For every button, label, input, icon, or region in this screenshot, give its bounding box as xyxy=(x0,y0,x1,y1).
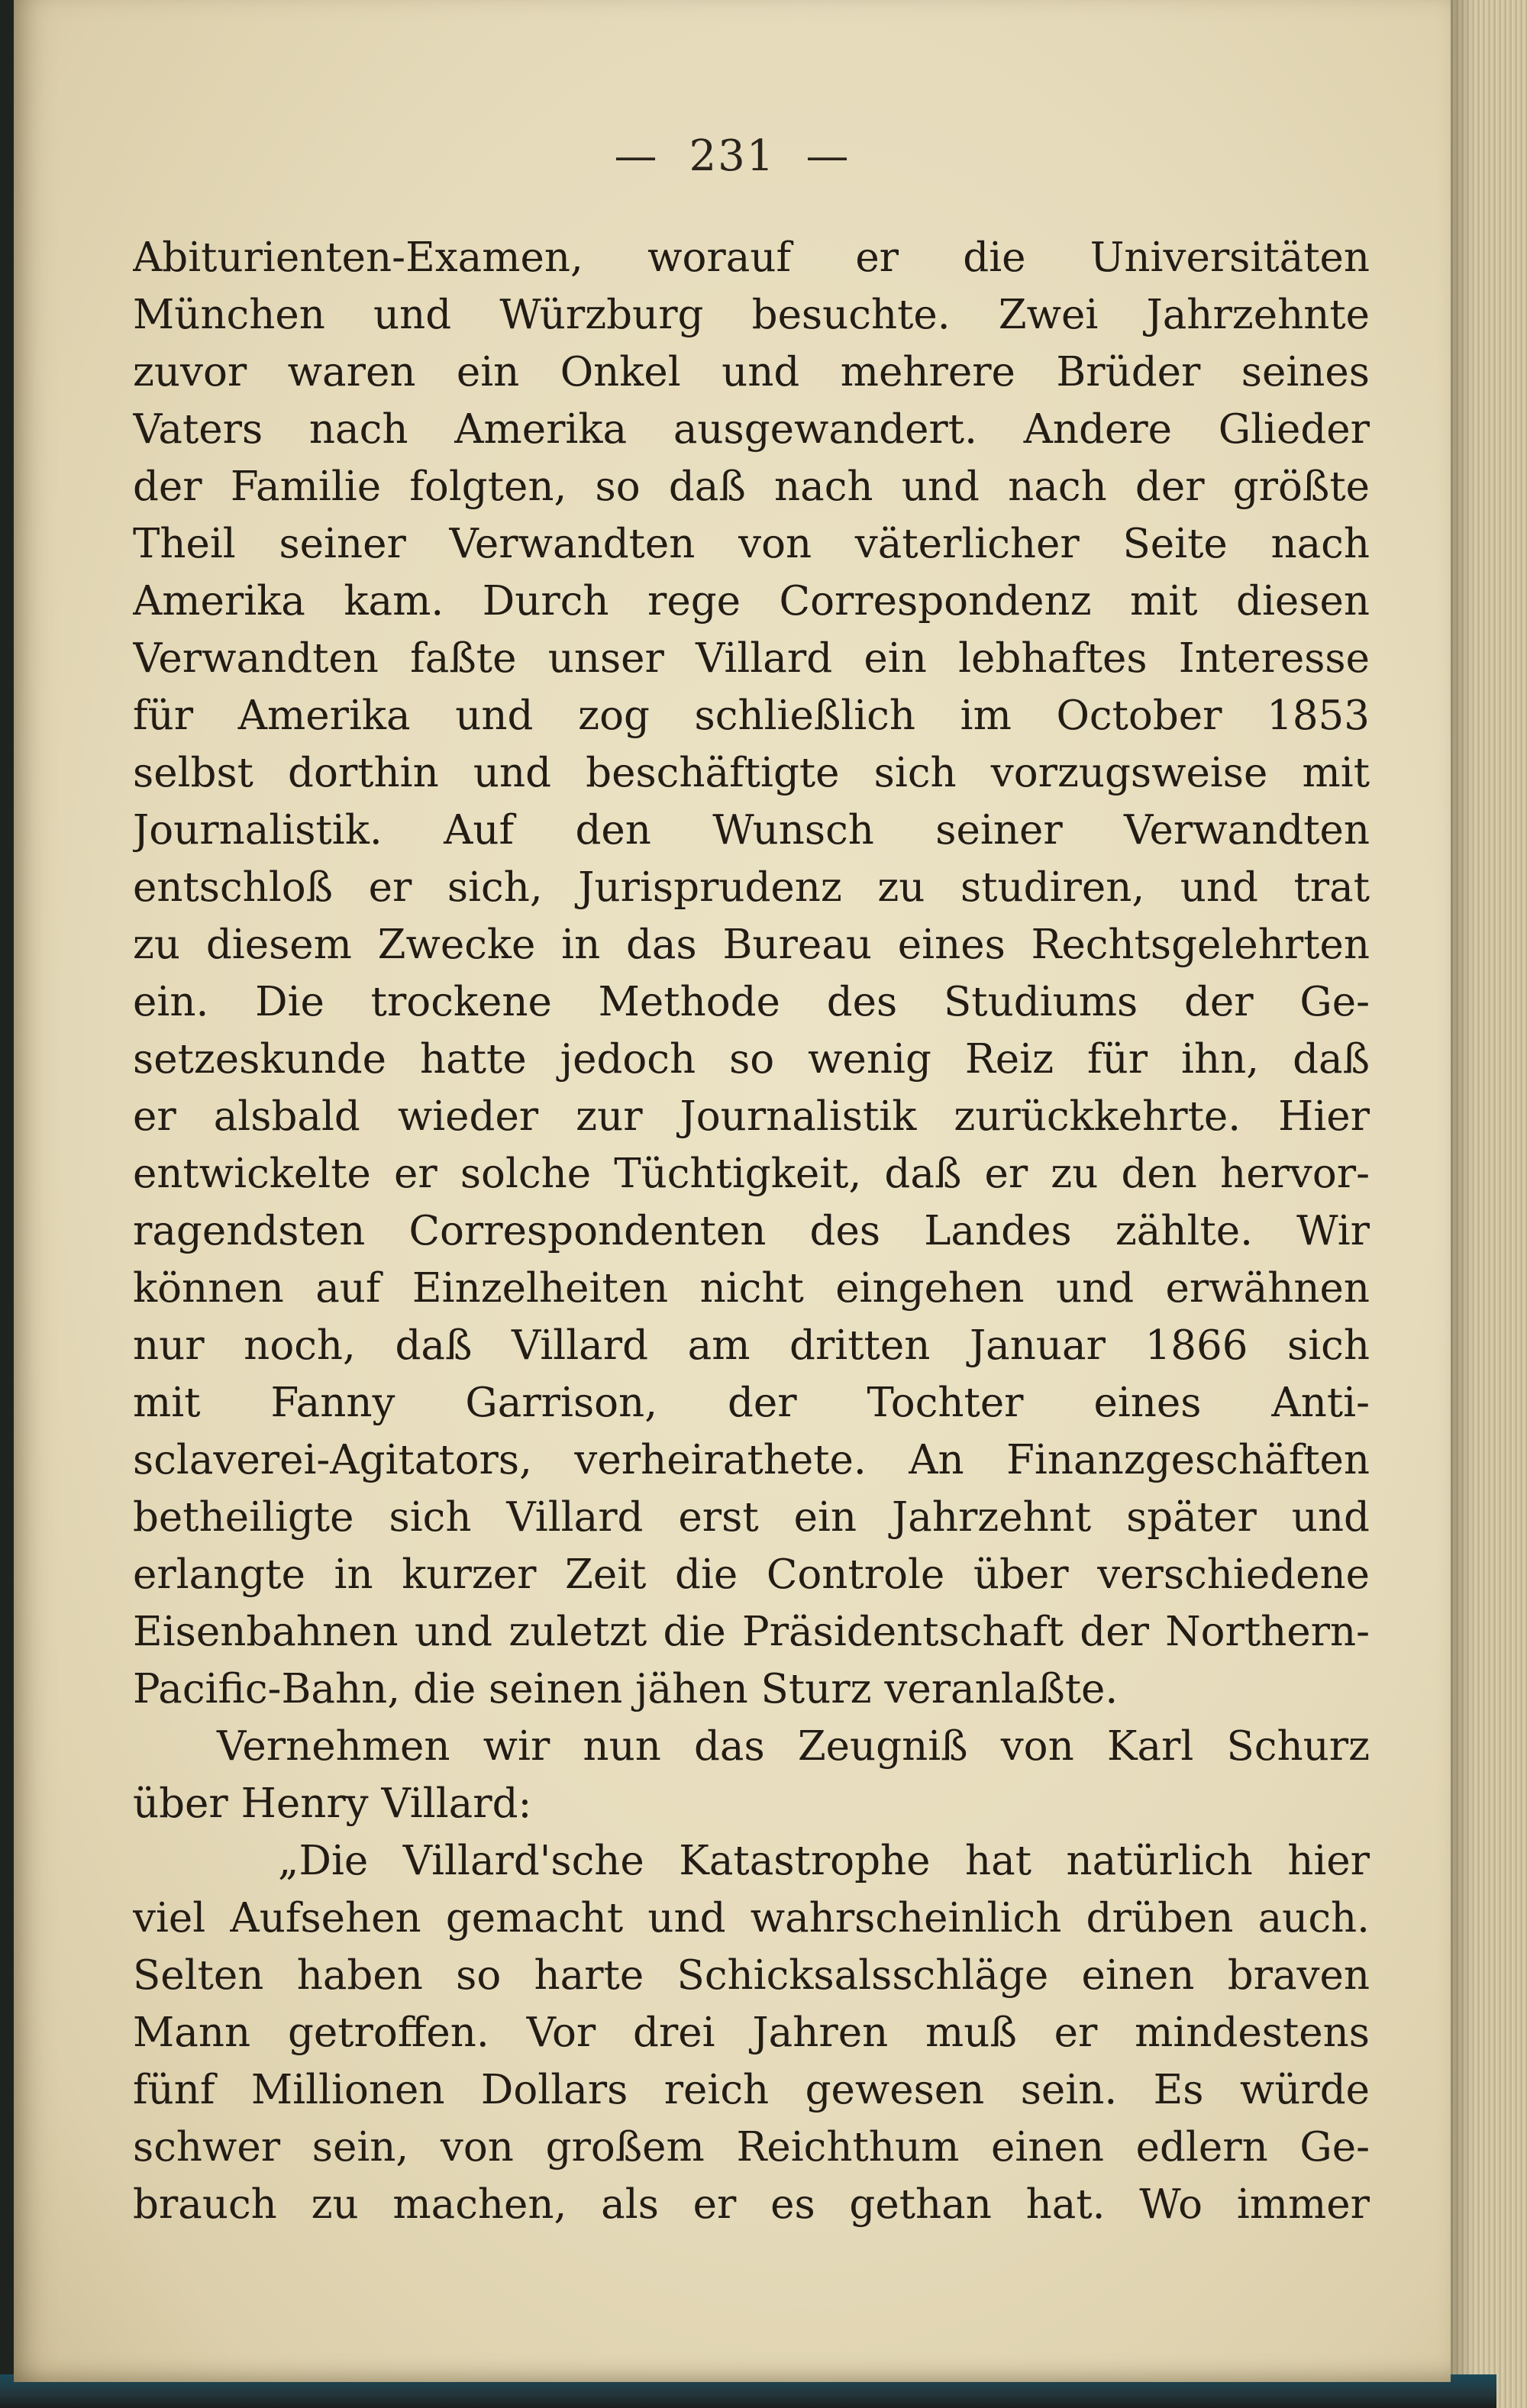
text-line: ein. Die trockene Methode des Studiums der Ge- xyxy=(133,979,1370,1025)
text-line: mit Fanny Garrison, der Tochter eines Anti- xyxy=(133,1380,1370,1426)
text-line: der Familie folgten, so daß nach und nach der größte xyxy=(133,463,1370,510)
text-line: zuvor waren ein Onkel und mehrere Brüder seines xyxy=(133,349,1370,395)
text-line: Verwandten faßte unser Villard ein lebhaftes Interesse xyxy=(133,635,1370,682)
text-line-quote-start: „Die Villard'sche Katastrophe hat natürlich hier xyxy=(278,1838,1370,1884)
text-line: zu diesem Zwecke in das Bureau eines Rechtsgelehrten xyxy=(133,922,1370,968)
text-line: Mann getroffen. Vor drei Jahren muß er mindestens xyxy=(133,2009,1370,2056)
text-line: viel Aufsehen gemacht und wahrscheinlich drüben auch. xyxy=(133,1895,1370,1942)
text-line: entschloß er sich, Jurisprudenz zu studiren, und trat xyxy=(133,864,1370,911)
text-line: er alsbald wieder zur Journalistik zurückkehrte. Hier xyxy=(133,1093,1370,1140)
page-number-dash-left: — xyxy=(614,131,659,181)
text-line: Amerika kam. Durch rege Correspondenz mit diesen xyxy=(133,578,1370,625)
page-number-header xyxy=(14,131,1451,181)
text-line: Eisenbahnen und zuletzt die Präsidentschaft der Northern- xyxy=(133,1609,1370,1655)
text-line: sclaverei-Agitators, verheirathete. An Finanzgeschäften xyxy=(133,1437,1370,1483)
text-line-paragraph-end: über Henry Villard: xyxy=(133,1780,532,1827)
text-line: entwickelte er solche Tüchtigkeit, daß er zu den hervor- xyxy=(133,1151,1370,1197)
text-line: für Amerika und zog schließlich im October 1853 xyxy=(133,692,1370,739)
text-line: setzeskunde hatte jedoch so wenig Reiz für ihn, daß xyxy=(133,1036,1370,1083)
text-line: Journalistik. Auf den Wunsch seiner Verwandten xyxy=(133,807,1370,854)
text-line: brauch zu machen, als er es gethan hat. Wo immer xyxy=(133,2181,1370,2228)
text-line: Theil seiner Verwandten von väterlicher Seite nach xyxy=(133,521,1370,567)
text-line: erlangte in kurzer Zeit die Controle über verschiedene xyxy=(133,1551,1370,1598)
text-line: fünf Millionen Dollars reich gewesen sein. Es würde xyxy=(133,2067,1370,2113)
book-page xyxy=(14,0,1451,2382)
text-line: Selten haben so harte Schicksalsschläge einen braven xyxy=(133,1952,1370,1999)
text-line: nur noch, daß Villard am dritten Januar 1866 sich xyxy=(133,1322,1370,1369)
body-text xyxy=(133,229,1370,2233)
page-number-dash-right: — xyxy=(805,131,851,181)
text-line: selbst dorthin und beschäftigte sich vorzugsweise mit xyxy=(133,750,1370,796)
text-line-paragraph-end: Pacific-Bahn, die seinen jähen Sturz veranlaßte. xyxy=(133,1666,1119,1712)
text-line: betheiligte sich Villard erst ein Jahrzehnt später und xyxy=(133,1494,1370,1541)
text-line-paragraph-start: Vernehmen wir nun das Zeugniß von Karl Schurz xyxy=(217,1723,1370,1770)
text-line: schwer sein, von großem Reichthum einen edlern Ge- xyxy=(133,2124,1370,2171)
text-line: können auf Einzelheiten nicht eingehen und erwähnen xyxy=(133,1265,1370,1312)
page-number: 231 xyxy=(689,131,776,181)
text-line: München und Würzburg besuchte. Zwei Jahrzehnte xyxy=(133,292,1370,338)
text-line: Vaters nach Amerika ausgewandert. Andere Glieder xyxy=(133,406,1370,453)
text-line: Abiturienten-Examen, worauf er die Universitäten xyxy=(133,234,1370,281)
text-line: ragendsten Correspondenten des Landes zählte. Wir xyxy=(133,1208,1370,1254)
